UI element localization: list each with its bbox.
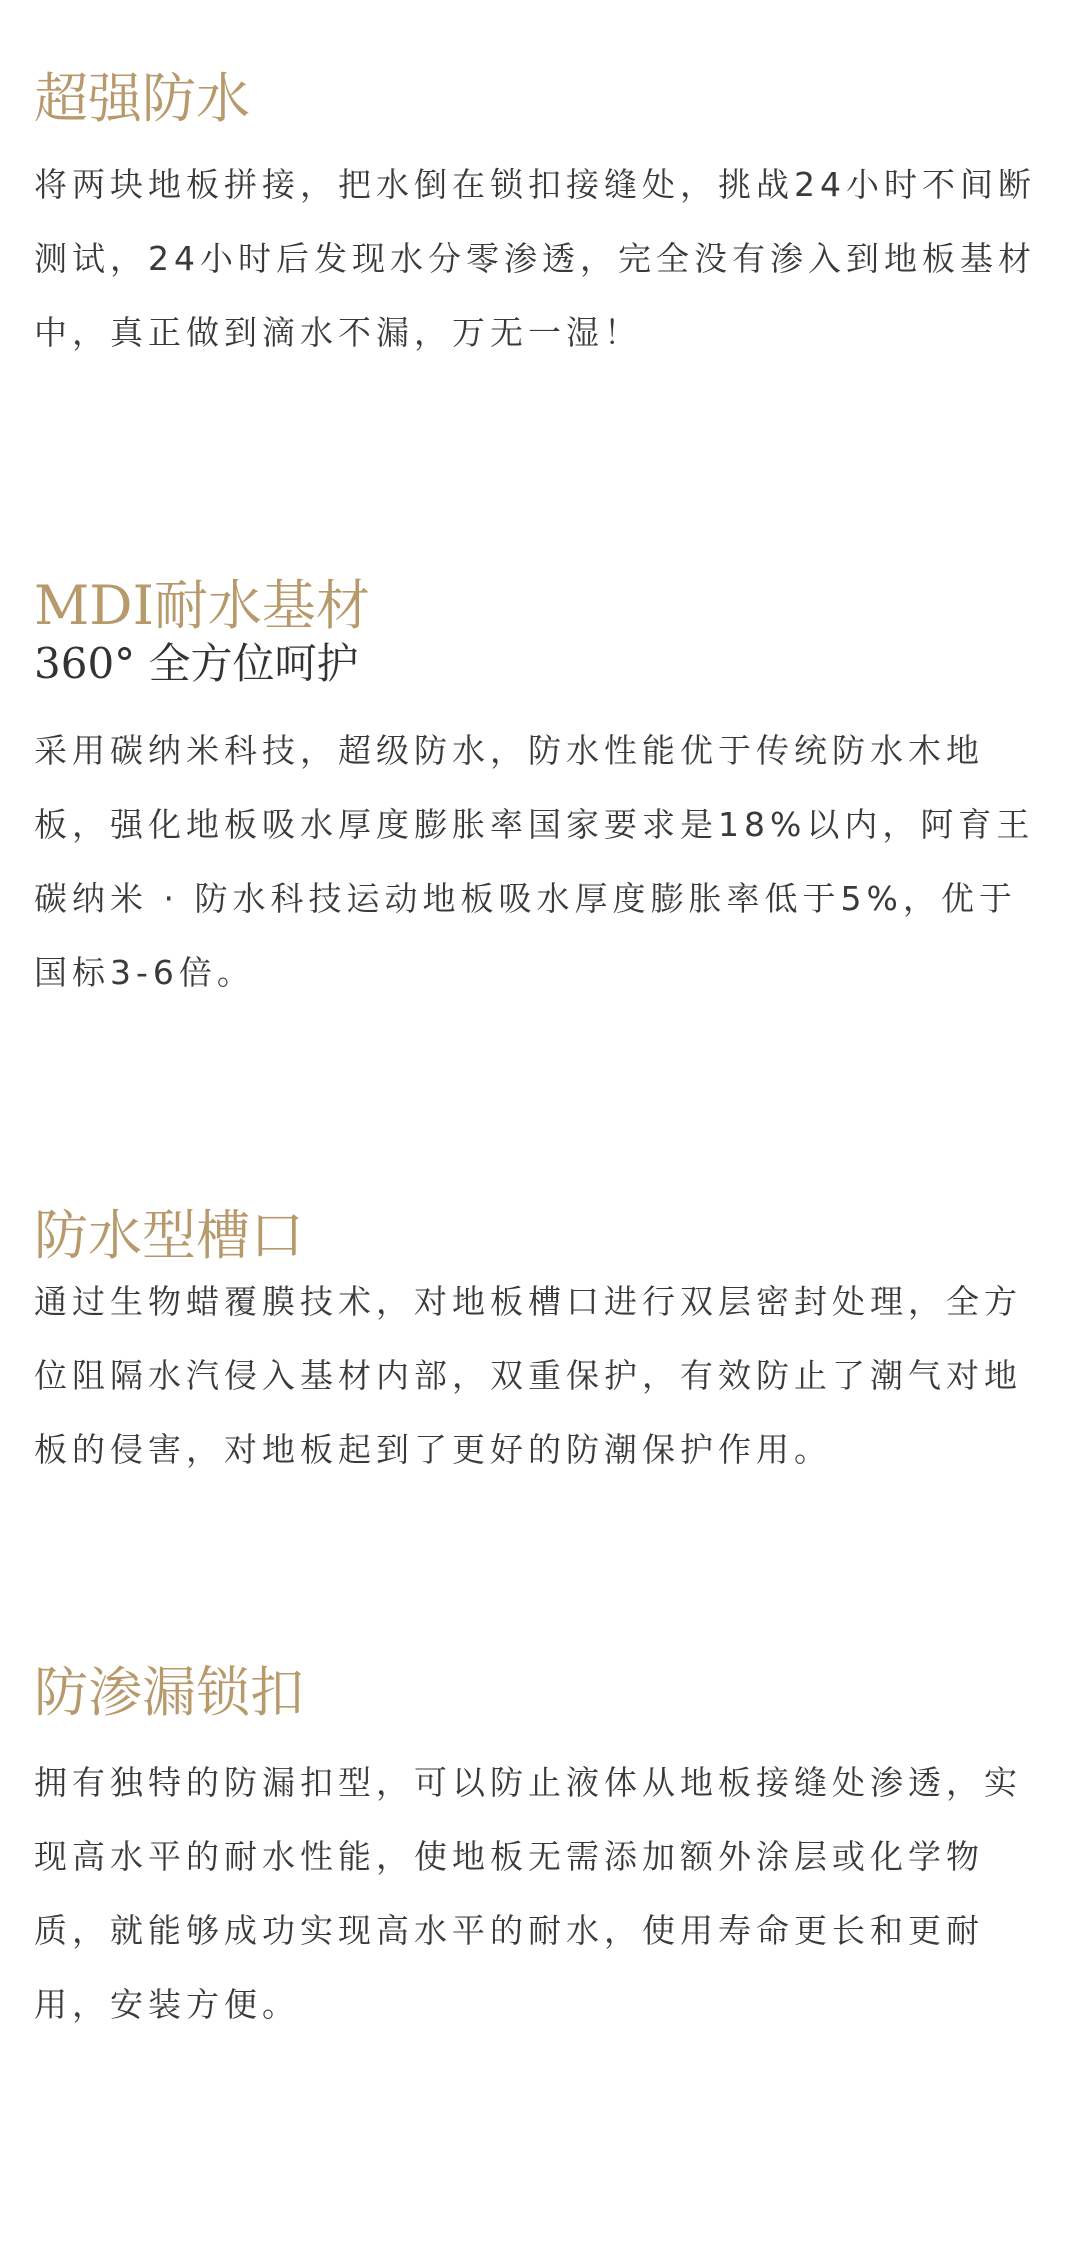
section-body: 将两块地板拼接，把水倒在锁扣接缝处，挑战24小时不间断测试，24小时后发现水分零渗透，完全没有渗入到地板基材中，真正做到滴水不漏，万无一湿！ <box>34 165 1036 352</box>
section-waterproof-groove <box>34 1203 1044 1487</box>
section-waterproof <box>34 66 1044 370</box>
section-body: 拥有独特的防漏扣型，可以防止液体从地板接缝处渗透，实现高水平的耐水性能，使地板无需添加额外涂层或化学物质，就能够成功实现高水平的耐水，使用寿命更长和更耐用，安装方便。 <box>34 1763 1022 2024</box>
section-body: 通过生物蜡覆膜技术，对地板槽口进行双层密封处理，全方位阻隔水汽侵入基材内部，双重保护，有效防止了潮气对地板的侵害，对地板起到了更好的防潮保护作用。 <box>34 1282 1022 1469</box>
section-mdi-substrate <box>34 573 1044 1010</box>
section-subtitle: 360° 全方位呵护 <box>34 639 359 688</box>
section-title: 防水型槽口 <box>34 1204 304 1267</box>
section-title: MDI耐水基材 <box>34 574 370 637</box>
section-title: 超强防水 <box>34 67 250 130</box>
section-leakproof-lock <box>34 1660 1044 2042</box>
section-body: 采用碳纳米科技，超级防水，防水性能优于传统防水木地板，强化地板吸水厚度膨胀率国家要求是18%以内，阿育王碳纳米 · 防水科技运动地板吸水厚度膨胀率低于5%，优于国标3-6倍。 <box>34 731 1035 992</box>
section-title: 防渗漏锁扣 <box>34 1661 304 1724</box>
